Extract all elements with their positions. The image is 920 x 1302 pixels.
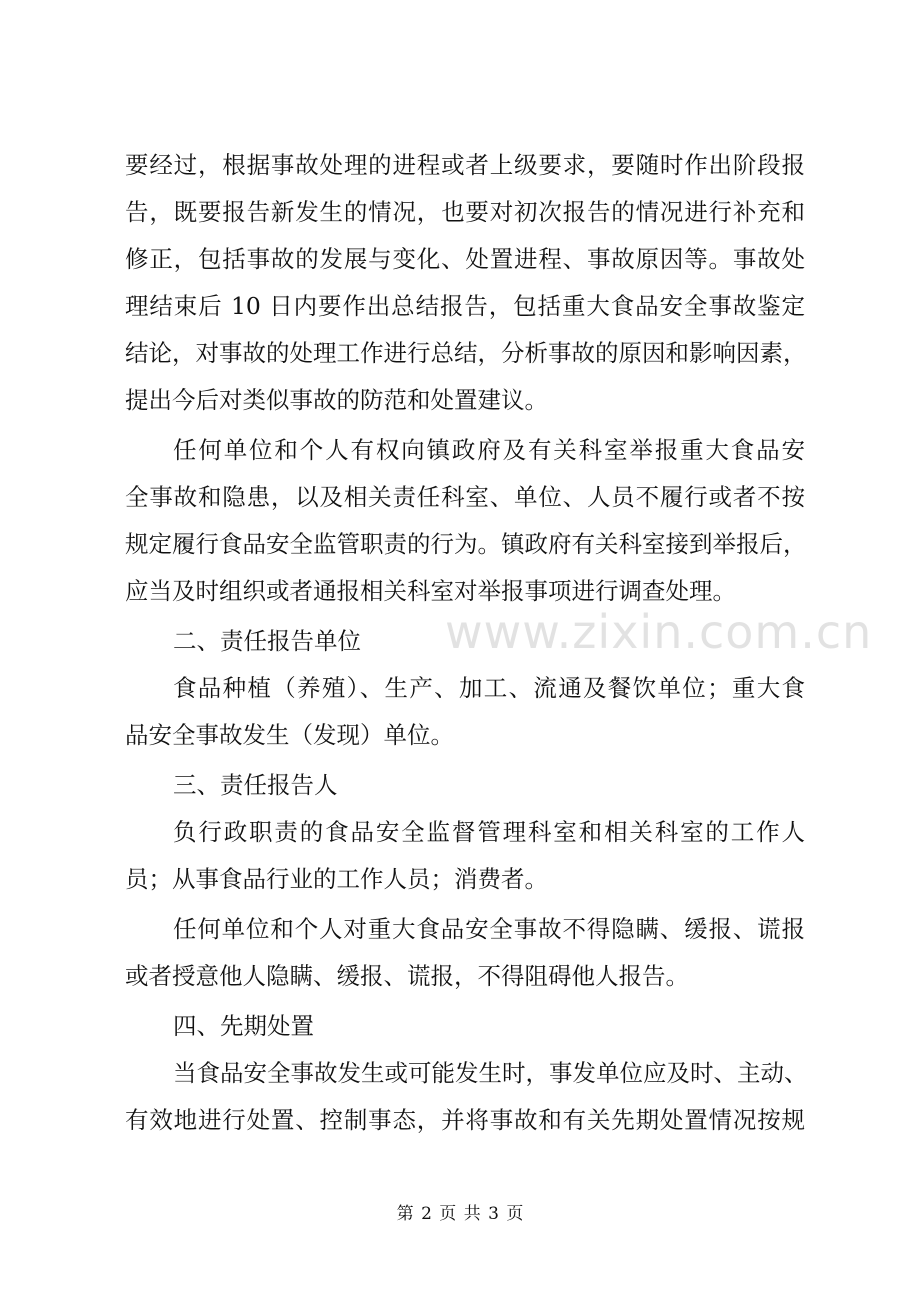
- paragraph-line: 理结束后 10 日内要作出总结报告，包括重大食品安全事故鉴定: [125, 292, 805, 320]
- paragraph-line: 提出今后对类似事故的防范和处置建议。: [125, 386, 548, 414]
- page-footer: 第 2 页 共 3 页: [396, 1204, 524, 1224]
- paragraph-line: 规定履行食品安全监管职责的行为。镇政府有关科室接到举报后，: [125, 530, 807, 558]
- section-heading: 三、责任报告人: [173, 771, 338, 799]
- paragraph-line: 结论，对事故的处理工作进行总结，分析事故的原因和影响因素，: [125, 339, 807, 367]
- paragraph-line: 应当及时组织或者通报相关科室对举报事项进行调查处理。: [125, 577, 736, 605]
- paragraph-line: 告，既要报告新发生的情况，也要对初次报告的情况进行补充和: [125, 198, 805, 226]
- paragraph-line: 全事故和隐患，以及相关责任科室、单位、人员不履行或者不按: [125, 483, 805, 511]
- watermark: www.zixin.com.cn: [445, 605, 873, 659]
- paragraph-line: 员；从事食品行业的工作人员；消费者。: [125, 865, 548, 893]
- paragraph-line: 品安全事故发生（发现）单位。: [125, 721, 454, 749]
- paragraph-line: 修正，包括事故的发展与变化、处置进程、事故原因等。事故处: [125, 245, 805, 273]
- section-heading: 四、先期处置: [173, 1012, 314, 1040]
- paragraph-line: 要经过，根据事故处理的进程或者上级要求，要随时作出阶段报: [125, 151, 805, 179]
- paragraph-line: 负行政职责的食品安全监督管理科室和相关科室的工作人: [173, 818, 805, 846]
- paragraph-line: 有效地进行处置、控制事态，并将事故和有关先期处置情况按规: [125, 1106, 805, 1134]
- paragraph-line: 或者授意他人隐瞒、缓报、谎报，不得阻碍他人报告。: [125, 962, 689, 990]
- section-heading: 二、责任报告单位: [173, 627, 361, 655]
- paragraph-line: 当食品安全事故发生或可能发生时，事发单位应及时、主动、: [173, 1059, 808, 1087]
- paragraph-line: 任何单位和个人对重大食品安全事故不得隐瞒、缓报、谎报: [173, 915, 805, 943]
- paragraph-line: 任何单位和个人有权向镇政府及有关科室举报重大食品安: [173, 436, 805, 464]
- paragraph-line: 食品种植（养殖）、生产、加工、流通及餐饮单位；重大食: [173, 674, 805, 702]
